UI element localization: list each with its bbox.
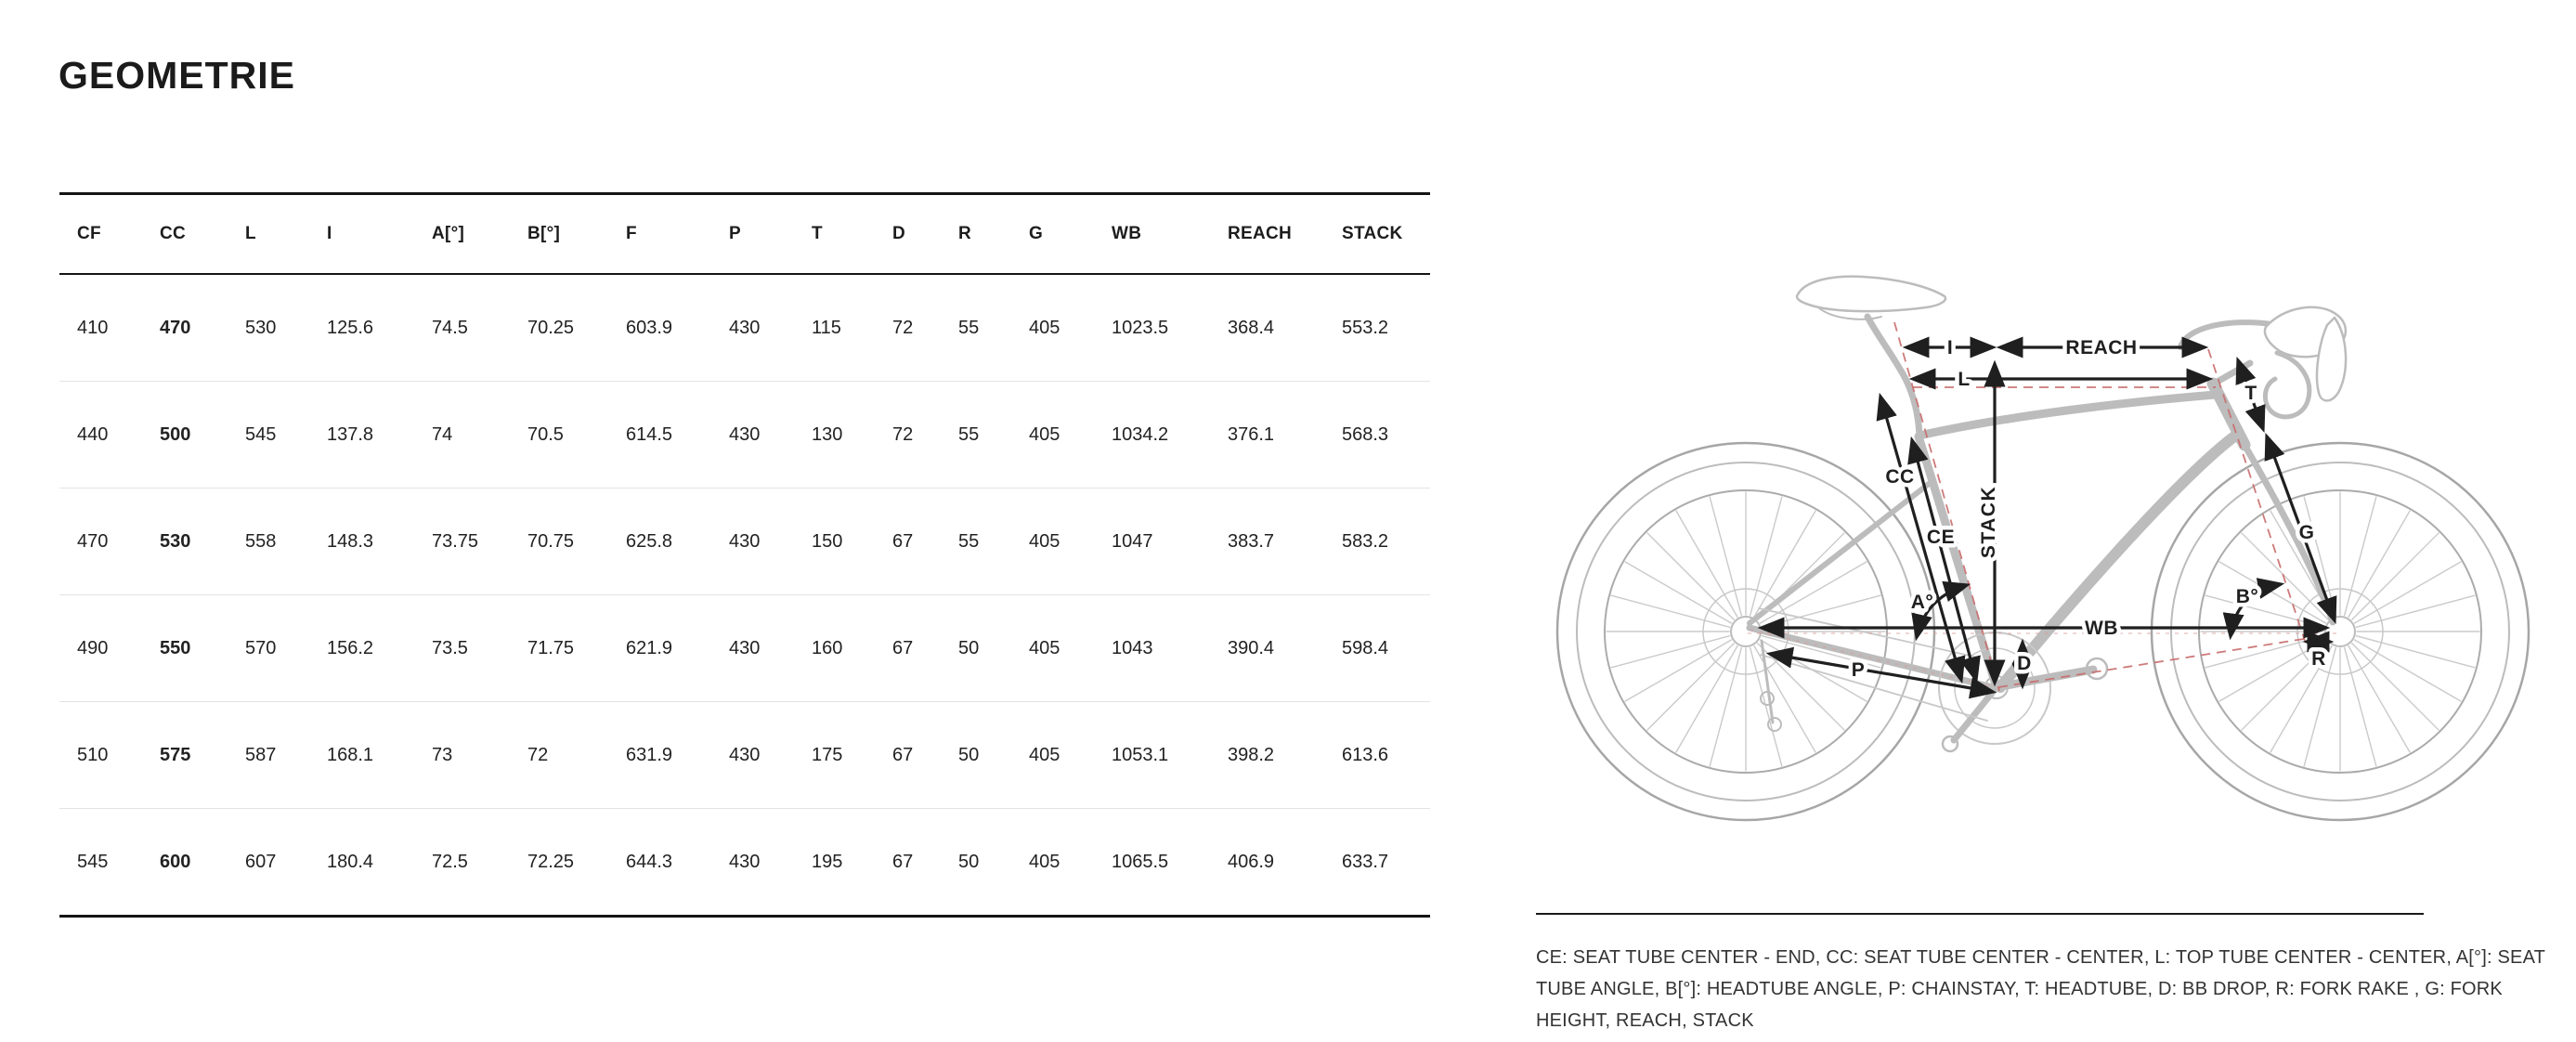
table-cell: 430 bbox=[729, 317, 761, 338]
table-cell: 405 bbox=[1029, 488, 1112, 595]
table-cell: 430 bbox=[729, 488, 812, 595]
table-header-cell: T bbox=[812, 194, 892, 275]
dimension-label-stack: STACK bbox=[1978, 485, 1999, 559]
table-header-cell: D bbox=[892, 194, 958, 275]
dimension-label-t: T bbox=[2244, 383, 2257, 404]
table-header-cell: CC bbox=[160, 194, 245, 275]
table-cell: 72.25 bbox=[527, 809, 626, 917]
wheel-spokes bbox=[1607, 492, 1885, 771]
wheel-spokes bbox=[2201, 492, 2479, 771]
table-cell: 1043 bbox=[1112, 595, 1228, 702]
table-cell: 368.4 bbox=[1228, 317, 1275, 338]
table-cell: 67 bbox=[892, 809, 958, 917]
table-row bbox=[59, 702, 1430, 809]
table-cell: 583.2 bbox=[1342, 488, 1430, 595]
bike-geometry-diagram bbox=[1514, 241, 2554, 910]
dimension-label-head-angle: B° bbox=[2235, 586, 2259, 607]
caption-line: TUBE ANGLE, B[°]: HEADTUBE ANGLE, P: CHAINSTAY, T: HEADTUBE, D: BB DROP, R: FORK RAKE , G: FORK bbox=[1536, 979, 2503, 999]
page-title: GEOMETRIE bbox=[59, 54, 296, 97]
table-cell: 70.75 bbox=[527, 488, 626, 595]
table-cell: 550 bbox=[160, 595, 245, 702]
table-cell: 137.8 bbox=[327, 382, 432, 488]
table-cell: 633.7 bbox=[1342, 809, 1430, 917]
dimension-arrow-ce bbox=[1912, 440, 1976, 680]
table-cell: 72 bbox=[892, 317, 914, 338]
table-cell: 73.5 bbox=[432, 595, 527, 702]
table-cell: 600 bbox=[160, 809, 245, 917]
table-cell: 72 bbox=[527, 702, 626, 809]
table-header-cell: P bbox=[729, 194, 812, 275]
table-cell: 621.9 bbox=[626, 595, 729, 702]
table-header-cell: STACK bbox=[1342, 194, 1430, 275]
caption-divider bbox=[1536, 913, 2424, 915]
table-row bbox=[59, 382, 1430, 488]
table-cell: 545 bbox=[245, 382, 327, 488]
table-cell: 175 bbox=[812, 702, 892, 809]
table-cell: 587 bbox=[245, 702, 327, 809]
bike-illustration bbox=[1557, 277, 2529, 820]
table-cell: 440 bbox=[59, 382, 160, 488]
table-header-cell: B[°] bbox=[527, 194, 626, 275]
table-cell: 72.5 bbox=[432, 809, 527, 917]
table-cell: 644.3 bbox=[626, 809, 729, 917]
table-cell: 430 bbox=[729, 595, 812, 702]
table-cell: 71.75 bbox=[527, 595, 626, 702]
dimension-label-d: D bbox=[2017, 653, 2032, 674]
dimension-label-r: R bbox=[2311, 648, 2326, 670]
table-header-cell: R bbox=[958, 194, 1029, 275]
geometry-table bbox=[59, 192, 1430, 918]
table-header-cell: L bbox=[245, 194, 327, 275]
table-cell: 603.9 bbox=[626, 317, 673, 338]
table-cell: 1047 bbox=[1112, 488, 1228, 595]
table-cell: 631.9 bbox=[626, 702, 729, 809]
table-cell: 568.3 bbox=[1342, 382, 1430, 488]
table-cell: 195 bbox=[812, 809, 892, 917]
table-cell: 510 bbox=[59, 702, 160, 809]
table-cell: 73.75 bbox=[432, 488, 527, 595]
table-cell: 50 bbox=[958, 702, 1029, 809]
table-cell: 405 bbox=[1029, 382, 1112, 488]
dimension-label-g: G bbox=[2298, 522, 2315, 543]
rear-wheel bbox=[1557, 443, 1934, 820]
dimension-label-seat-angle: A° bbox=[1910, 592, 1934, 613]
table-cell: 67 bbox=[892, 595, 958, 702]
table-cell: 558 bbox=[245, 488, 327, 595]
table-row bbox=[59, 274, 1430, 382]
table-header-cell: CF bbox=[59, 194, 160, 275]
table-cell: 390.4 bbox=[1228, 595, 1342, 702]
table-cell: 125.6 bbox=[327, 317, 374, 338]
table-cell: 67 bbox=[892, 702, 958, 809]
table-header-cell: A[°] bbox=[432, 194, 527, 275]
bb-front-axle-line bbox=[1998, 635, 2327, 687]
table-header-cell: WB bbox=[1112, 194, 1228, 275]
table-row bbox=[59, 488, 1430, 595]
table-cell: 55 bbox=[958, 382, 1029, 488]
table-cell: 115 bbox=[812, 317, 841, 338]
table-cell: 410 bbox=[77, 317, 109, 338]
table-cell: 553.2 bbox=[1342, 317, 1389, 338]
table-cell: 376.1 bbox=[1228, 382, 1342, 488]
dimension-label-l: L bbox=[1958, 369, 1971, 390]
dimension-label-ce: CE bbox=[1926, 527, 1956, 548]
table-cell: 383.7 bbox=[1228, 488, 1342, 595]
table-cell: 148.3 bbox=[327, 488, 432, 595]
dimension-label-reach: REACH bbox=[2065, 337, 2138, 358]
table-cell: 160 bbox=[812, 595, 892, 702]
table-cell: 130 bbox=[812, 382, 892, 488]
table-cell: 74.5 bbox=[432, 317, 468, 338]
table-header-cell: I bbox=[327, 194, 432, 275]
table-header-row bbox=[59, 194, 1430, 275]
table-cell: 67 bbox=[892, 488, 958, 595]
table-cell: 398.2 bbox=[1228, 702, 1342, 809]
handlebar bbox=[2180, 307, 2346, 417]
table-row bbox=[59, 809, 1430, 917]
table-cell: 405 bbox=[1029, 317, 1060, 338]
table-cell: 1053.1 bbox=[1112, 702, 1228, 809]
dimension-label-cc: CC bbox=[1885, 466, 1915, 488]
dimension-label-p: P bbox=[1851, 659, 1866, 681]
table-cell: 430 bbox=[729, 809, 812, 917]
table-cell: 73 bbox=[432, 702, 527, 809]
table-header-cell: F bbox=[626, 194, 729, 275]
table-cell: 490 bbox=[59, 595, 160, 702]
table-cell: 150 bbox=[812, 488, 892, 595]
table-cell: 570 bbox=[245, 595, 327, 702]
table-cell: 1023.5 bbox=[1112, 317, 1169, 338]
table-cell: 50 bbox=[958, 595, 1029, 702]
table-cell: 430 bbox=[729, 382, 812, 488]
table-cell: 1065.5 bbox=[1112, 809, 1228, 917]
table-cell: 50 bbox=[958, 809, 1029, 917]
table-cell: 598.4 bbox=[1342, 595, 1430, 702]
dimension-label-i: I bbox=[1946, 337, 1954, 358]
table-cell: 55 bbox=[958, 488, 1029, 595]
table-cell: 545 bbox=[59, 809, 160, 917]
table-cell: 613.6 bbox=[1342, 702, 1430, 809]
table-cell: 405 bbox=[1029, 595, 1112, 702]
bike-frame bbox=[1750, 317, 2333, 688]
table-cell: 70.25 bbox=[527, 317, 575, 338]
table-cell: 168.1 bbox=[327, 702, 432, 809]
table-cell: 530 bbox=[160, 488, 245, 595]
table-cell: 1034.2 bbox=[1112, 382, 1228, 488]
table-cell: 406.9 bbox=[1228, 809, 1342, 917]
saddle bbox=[1797, 277, 1945, 319]
table-row bbox=[59, 595, 1430, 702]
table-cell: 70.5 bbox=[527, 382, 626, 488]
caption-line: HEIGHT, REACH, STACK bbox=[1536, 1010, 1754, 1031]
table-cell: 405 bbox=[1029, 702, 1112, 809]
front-wheel bbox=[2152, 443, 2529, 820]
table-cell: 55 bbox=[958, 317, 980, 338]
table-header-cell: G bbox=[1029, 194, 1112, 275]
table-cell: 470 bbox=[59, 488, 160, 595]
table-cell: 625.8 bbox=[626, 488, 729, 595]
table-cell: 72 bbox=[892, 382, 958, 488]
table-cell: 500 bbox=[160, 382, 245, 488]
caption-line: CE: SEAT TUBE CENTER - END, CC: SEAT TUBE CENTER - CENTER, L: TOP TUBE CENTER - CENTER, A[°]: SEAT bbox=[1536, 947, 2546, 968]
table-cell: 607 bbox=[245, 809, 327, 917]
table-header-cell: REACH bbox=[1228, 194, 1342, 275]
table-cell: 180.4 bbox=[327, 809, 432, 917]
table-cell: 530 bbox=[245, 317, 277, 338]
table-cell: 575 bbox=[160, 702, 245, 809]
table-cell: 470 bbox=[160, 317, 191, 338]
table-cell: 405 bbox=[1029, 809, 1112, 917]
table-cell: 430 bbox=[729, 702, 812, 809]
table-cell: 156.2 bbox=[327, 595, 432, 702]
diagram-caption bbox=[1536, 942, 2546, 1036]
table-cell: 614.5 bbox=[626, 382, 729, 488]
dimension-label-wb: WB bbox=[2085, 618, 2118, 639]
table-body bbox=[59, 274, 1430, 917]
table-cell: 74 bbox=[432, 382, 527, 488]
